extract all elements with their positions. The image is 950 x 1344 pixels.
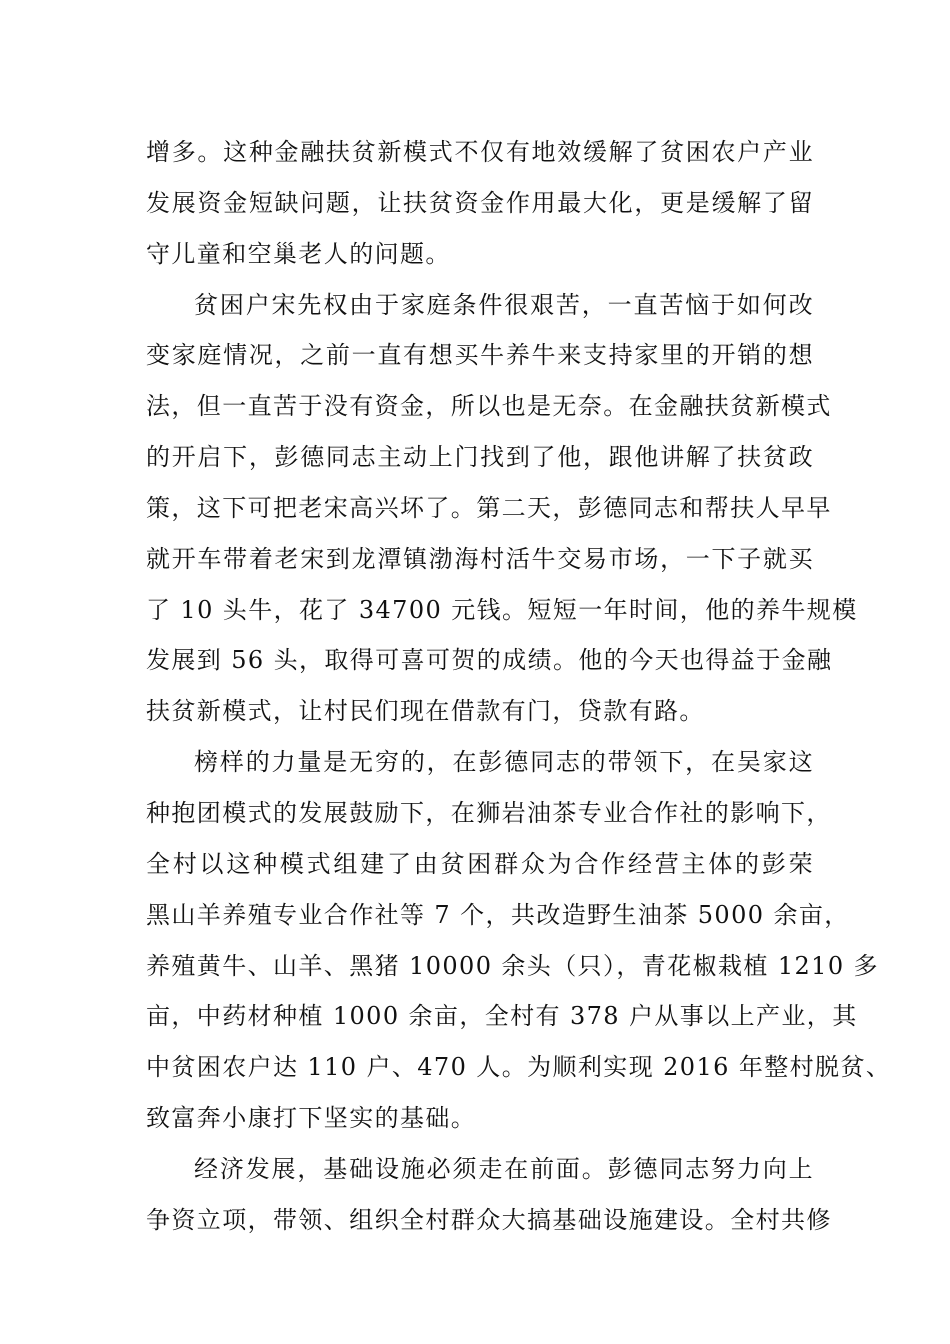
text-line: 致富奔小康打下坚实的基础。 <box>146 1104 477 1133</box>
text-line: 养殖黄牛、山羊、黑猪 10000 余头（只），青花椒栽植 1210 多 <box>146 951 879 980</box>
text-line: 扶贫新模式，让村民们现在借款有门，贷款有路。 <box>146 697 705 726</box>
text-line: 中贫困农户达 110 户、470 人。为顺利实现 2016 年整村脱贫、 <box>146 1053 892 1082</box>
paragraph-first-line: 榜样的力量是无穷的，在彭德同志的带领下，在吴家这 <box>194 748 814 777</box>
text-line: 亩，中药材种植 1000 余亩，全村有 378 户从事以上产业，其 <box>146 1002 858 1031</box>
text-line: 就开车带着老宋到龙潭镇渤海村活牛交易市场，一下子就买 <box>146 544 814 573</box>
text-line: 发展资金短缺问题，让扶贫资金作用最大化，更是缓解了留 <box>146 188 814 217</box>
text-line: 增多。这种金融扶贫新模式不仅有地效缓解了贫困农户产业 <box>146 138 814 166</box>
text-line: 争资立项，带领、组织全村群众大搞基础设施建设。全村共修 <box>146 1205 832 1234</box>
text-line: 种抱团模式的发展鼓励下，在狮岩油茶专业合作社的影响下， <box>146 798 832 827</box>
text-line: 黑山羊养殖专业合作社等 7 个，共改造野生油茶 5000 余亩， <box>146 900 850 929</box>
text-line: 法，但一直苦于没有资金，所以也是无奈。在金融扶贫新模式 <box>146 392 832 421</box>
text-line: 发展到 56 头，取得可喜可贺的成绩。他的今天也得益于金融 <box>146 646 833 675</box>
text-line: 变家庭情况，之前一直有想买牛养牛来支持家里的开销的想 <box>146 341 814 370</box>
text-line: 策，这下可把老宋高兴坏了。第二天，彭德同志和帮扶人早早 <box>146 493 832 522</box>
body-text <box>146 127 892 1246</box>
text-line: 了 10 头牛，花了 34700 元钱。短短一年时间，他的养牛规模 <box>146 595 858 624</box>
paragraph-first-line: 贫困户宋先权由于家庭条件很艰苦，一直苦恼于如何改 <box>194 290 814 319</box>
text-line: 全村以这种模式组建了由贫困群众为合作经营主体的彭荣 <box>146 849 814 878</box>
text-line: 的开启下，彭德同志主动上门找到了他，跟他讲解了扶贫政 <box>146 443 814 472</box>
text-line: 守儿童和空巢老人的问题。 <box>146 239 451 268</box>
paragraph-first-line: 经济发展，基础设施必须走在前面。彭德同志努力向上 <box>194 1154 814 1183</box>
